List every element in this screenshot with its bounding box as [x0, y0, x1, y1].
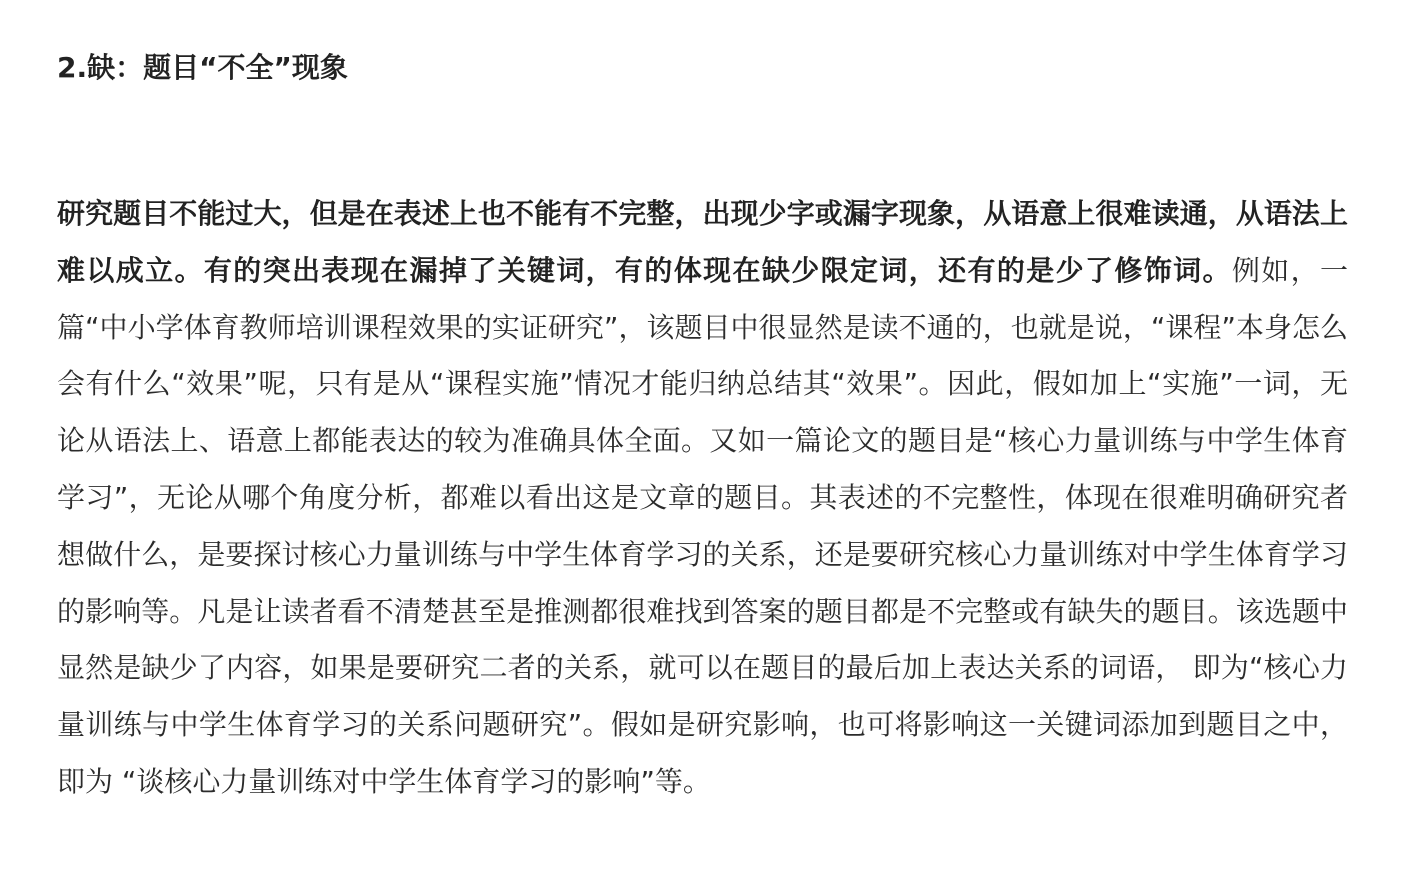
body-paragraph — [57, 186, 1348, 811]
section-heading: 2.缺：题目“不全”现象 — [57, 51, 348, 84]
paragraph-body-text: 例如，一篇“中小学体育教师培训课程效果的实证研究”，该题目中很显然是读不通的，也就是说，“课程”本身怎么会有什么“效果”呢，只有是从“课程实施”情况才能归纳总结其“效果”。因此，假如加上“实施”一词，无论从语法上、语意上都能表达的较为准确具体全面。又如一篇论文的题目是“核心力量训练与中学生体育学习”，无论从哪个角度分析，都难以看出这是文章的题目。其表述的不完整性，体现在很难明确研究者想做什么，是要探讨核心力量训练与中学生体育学习的关系，还是要研究核心力量训练对中学生体育学习的影响等。凡是让读者看不清楚甚至是推测都很难找到答案的题目都是不完整或有缺失的题目。该选题中显然是缺少了内容，如果是要研究二者的关系，就可以在题目的最后加上表达关系的词语， 即为“核心力量训练与中学生体育学习的关系问题研究”。假如是研究影响，也可将影响这一关键词添加到题目之中，即为 “谈核心力量训练对中学生体育学习的影响”等。 — [57, 253, 1348, 798]
paragraph-bold-lead: 研究题目不能过大，但是在表述上也不能有不完整，出现少字或漏字现象，从语意上很难读通，从语法上难以成立。有的突出表现在漏掉了关键词，有的体现在缺少限定词，还有的是少了修饰词。 — [57, 197, 1348, 287]
